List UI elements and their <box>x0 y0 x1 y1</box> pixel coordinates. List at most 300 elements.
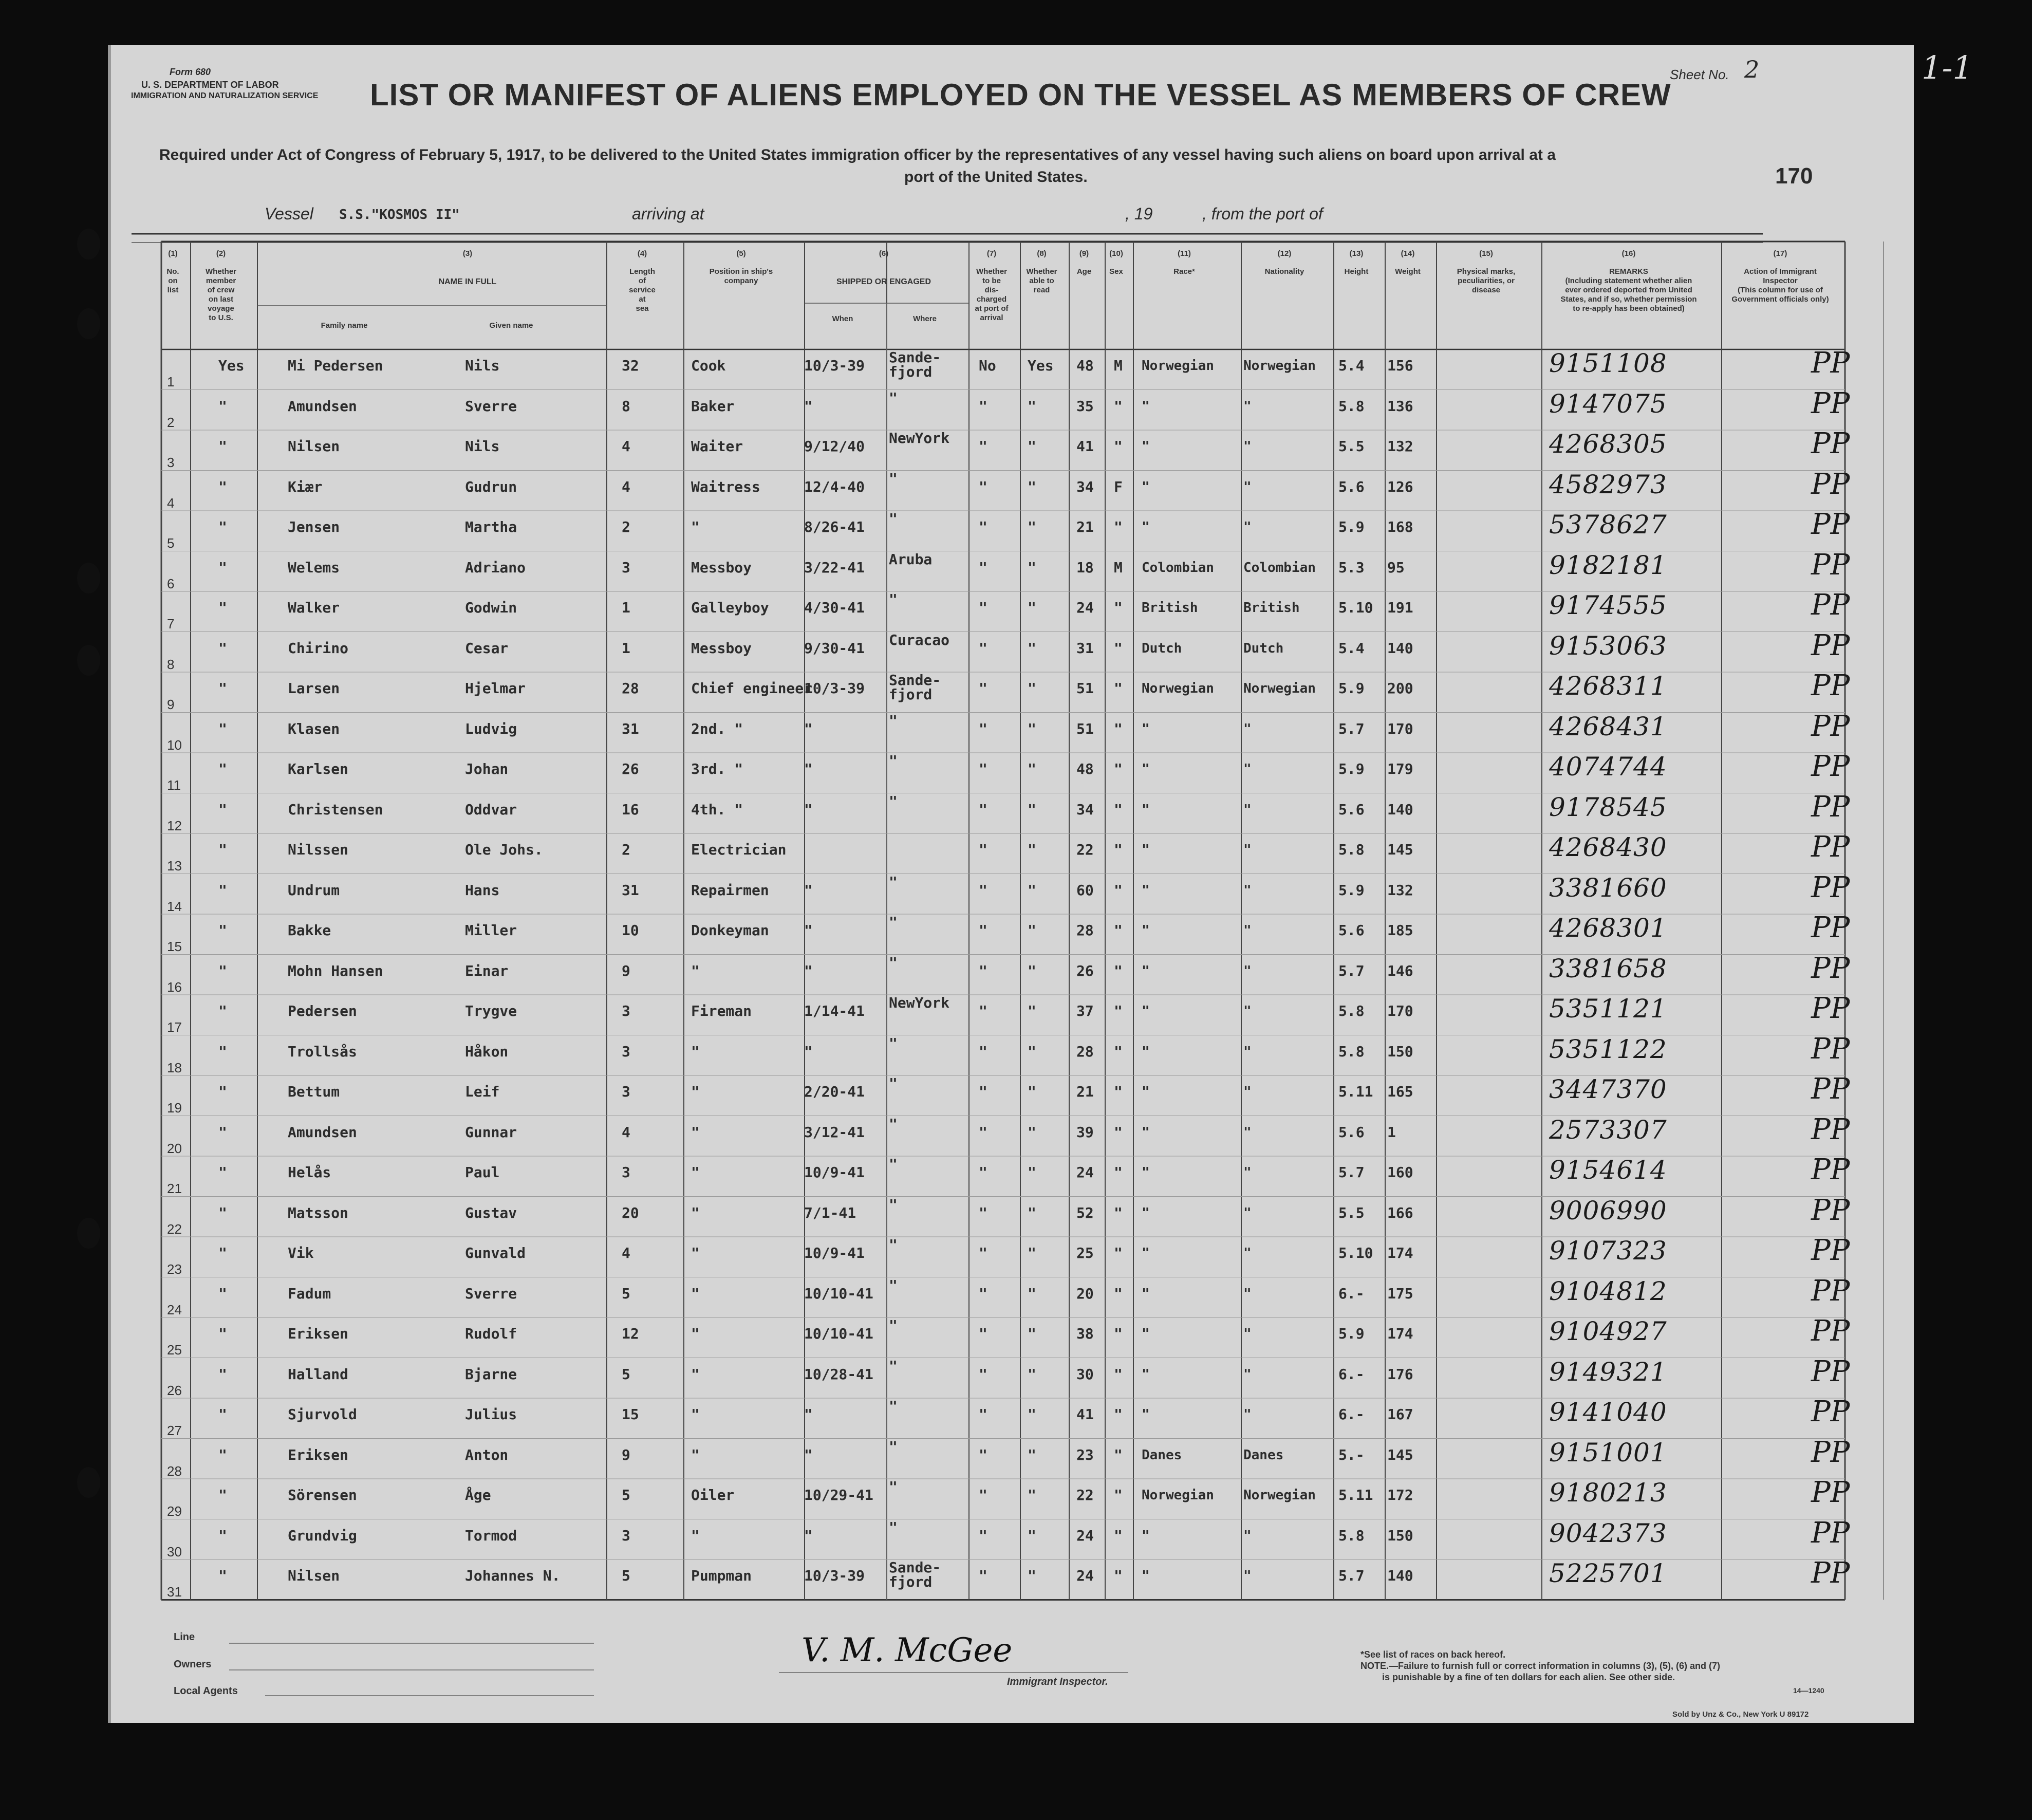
sex-cell: " <box>1114 720 1123 737</box>
nationality-cell: Norwegian <box>1243 1488 1316 1503</box>
sex-cell: " <box>1114 1325 1123 1342</box>
weight-cell: 132 <box>1387 438 1413 455</box>
race-cell: " <box>1142 519 1150 535</box>
discharged-cell: " <box>979 1245 987 1261</box>
weight-cell: 140 <box>1387 1567 1413 1584</box>
inspector-action-cell: PP <box>1811 1234 1850 1267</box>
race-cell: " <box>1142 1407 1150 1422</box>
family-name-cell: Eriksen <box>288 1325 349 1342</box>
when-shipped-cell: " <box>804 881 813 899</box>
family-name-cell: Vik <box>288 1245 314 1261</box>
where-shipped-cell: " <box>889 1236 898 1253</box>
row-number: 17 <box>167 1019 182 1035</box>
arriving-label: arriving at <box>632 205 704 223</box>
inspector-action-cell: PP <box>1811 1072 1850 1106</box>
prev-voyage-cell: " <box>218 1164 227 1181</box>
position-cell: " <box>691 1204 700 1221</box>
remarks-cell: 4582973 <box>1549 469 1667 499</box>
discharged-cell: " <box>979 1204 987 1221</box>
remarks-cell: 5351121 <box>1549 994 1667 1024</box>
prev-voyage-cell: " <box>218 478 227 495</box>
race-cell: Norwegian <box>1142 1488 1214 1503</box>
nationality-cell: " <box>1243 721 1252 737</box>
family-name-cell: Welems <box>288 559 340 576</box>
race-cell: Norwegian <box>1142 681 1214 696</box>
service-length-cell: 31 <box>622 720 639 737</box>
age-cell: 22 <box>1076 1487 1094 1503</box>
remarks-cell: 4268301 <box>1549 913 1667 943</box>
given-name-cell: Nils <box>465 438 500 455</box>
punch-hole <box>77 645 100 676</box>
age-cell: 34 <box>1076 478 1094 495</box>
able-to-read-cell: " <box>1028 1446 1036 1463</box>
when-shipped-cell: " <box>804 1446 813 1463</box>
family-name-cell: Amundsen <box>288 1123 357 1141</box>
discharged-cell: " <box>979 1406 987 1423</box>
family-name-cell: Walker <box>288 599 340 616</box>
sex-cell: " <box>1114 397 1123 415</box>
row-number: 8 <box>167 656 175 672</box>
family-name-cell: Nilssen <box>288 841 349 858</box>
when-shipped-cell: 9/12/40 <box>804 438 865 455</box>
prev-voyage-cell: " <box>218 1527 227 1544</box>
when-header: When <box>832 314 853 323</box>
age-cell: 24 <box>1076 1527 1094 1544</box>
remarks-cell: 5351122 <box>1549 1034 1667 1064</box>
position-cell: " <box>691 1285 700 1302</box>
service-length-cell: 2 <box>622 841 630 858</box>
race-cell: " <box>1142 1165 1150 1180</box>
where-shipped-cell: Curacao <box>889 631 950 648</box>
inspector-action-cell: PP <box>1811 1314 1850 1348</box>
inspector-action-cell: PP <box>1811 346 1850 380</box>
inspector-label: Immigrant Inspector. <box>1007 1676 1108 1687</box>
row-number: 19 <box>167 1100 182 1116</box>
given-name-cell: Hjelmar <box>465 680 526 697</box>
height-cell: 5.9 <box>1338 881 1365 899</box>
able-to-read-cell: " <box>1028 881 1036 899</box>
nationality-cell: " <box>1243 923 1252 938</box>
sex-cell: " <box>1114 881 1123 899</box>
punch-hole <box>77 1218 100 1249</box>
row-number: 26 <box>167 1382 182 1398</box>
sex-cell: " <box>1114 801 1123 818</box>
sex-cell: " <box>1114 1002 1123 1019</box>
where-shipped-cell: " <box>889 1156 898 1173</box>
age-cell: 30 <box>1076 1365 1094 1383</box>
column-header-length-of-service: Length of service at sea <box>629 267 656 313</box>
age-cell: 22 <box>1076 841 1094 858</box>
given-name-cell: Sverre <box>465 397 517 415</box>
inspector-signature: V. M. McGee <box>801 1631 1013 1669</box>
nationality-cell: " <box>1243 1568 1252 1584</box>
where-shipped-cell: " <box>889 1075 898 1092</box>
weight-cell: 191 <box>1387 599 1413 616</box>
column-number-nationality: (12) <box>1277 249 1292 258</box>
sex-cell: " <box>1114 1083 1123 1100</box>
family-name-cell: Chirino <box>288 639 349 657</box>
inspector-action-cell: PP <box>1811 911 1850 944</box>
column-header-action-of-inspector: Action of Immigrant Inspector (This column for use of Government officials only) <box>1731 267 1829 304</box>
height-cell: 5.7 <box>1338 1567 1365 1584</box>
remarks-cell: 9182181 <box>1549 550 1667 580</box>
discharged-cell: " <box>979 1325 987 1342</box>
race-cell: " <box>1142 1246 1150 1261</box>
row-number: 20 <box>167 1140 182 1156</box>
given-name-cell: Anton <box>465 1446 509 1463</box>
column-number-age: (9) <box>1079 249 1089 258</box>
column-number-physical-marks: (15) <box>1479 249 1493 258</box>
position-cell: " <box>691 1325 700 1342</box>
age-cell: 25 <box>1076 1245 1094 1261</box>
inspector-action-cell: PP <box>1811 628 1850 662</box>
when-shipped-cell: 8/26-41 <box>804 518 865 535</box>
weight-cell: 166 <box>1387 1204 1413 1221</box>
row-number: 7 <box>167 616 175 632</box>
height-cell: 5.8 <box>1338 1527 1365 1544</box>
able-to-read-cell: " <box>1028 397 1036 415</box>
when-shipped-cell: 10/3-39 <box>804 680 865 697</box>
inspector-action-cell: PP <box>1811 830 1850 864</box>
where-shipped-cell: " <box>889 1034 898 1052</box>
weight-cell: 168 <box>1387 518 1413 535</box>
where-shipped-cell: " <box>889 873 898 890</box>
nationality-cell: " <box>1243 802 1252 818</box>
sex-cell: " <box>1114 1245 1123 1261</box>
when-shipped-cell: 10/9-41 <box>804 1164 865 1181</box>
remarks-cell: 9006990 <box>1549 1195 1667 1225</box>
able-to-read-cell: " <box>1028 1487 1036 1503</box>
family-name-cell: Kiær <box>288 478 323 495</box>
race-cell: " <box>1142 1004 1150 1019</box>
when-shipped-cell: 3/12-41 <box>804 1123 865 1141</box>
where-shipped-cell: " <box>889 914 898 931</box>
given-name-cell: Rudolf <box>465 1325 517 1342</box>
position-cell: Cook <box>691 357 726 374</box>
row-number: 18 <box>167 1060 182 1075</box>
prev-voyage-cell: " <box>218 639 227 657</box>
weight-cell: 146 <box>1387 962 1413 979</box>
discharged-cell: " <box>979 1043 987 1060</box>
prev-voyage-cell: " <box>218 922 227 939</box>
given-name-cell: Johan <box>465 760 509 777</box>
position-cell: Electrician <box>691 841 787 858</box>
age-cell: 52 <box>1076 1204 1094 1221</box>
service-length-cell: 31 <box>622 881 639 899</box>
sex-cell: " <box>1114 1285 1123 1302</box>
nationality-cell: " <box>1243 1084 1252 1100</box>
able-to-read-cell: " <box>1028 1285 1036 1302</box>
given-name-cell: Trygve <box>465 1002 517 1019</box>
where-shipped-cell: " <box>889 1115 898 1132</box>
height-cell: 5.8 <box>1338 1002 1365 1019</box>
when-shipped-cell: " <box>804 1527 813 1544</box>
able-to-read-cell: " <box>1028 760 1036 777</box>
remarks-cell: 9104812 <box>1549 1276 1667 1306</box>
row-number: 12 <box>167 818 182 833</box>
row-number: 27 <box>167 1423 182 1438</box>
race-cell: " <box>1142 1044 1150 1060</box>
column-header-weight: Weight <box>1395 267 1421 276</box>
inspector-action-cell: PP <box>1811 1435 1850 1469</box>
department-name: U. S. DEPARTMENT OF LABOR <box>141 80 279 90</box>
row-number: 10 <box>167 737 182 753</box>
when-shipped-cell: " <box>804 720 813 737</box>
prev-voyage-cell: " <box>218 1043 227 1060</box>
service-length-cell: 4 <box>622 1245 630 1261</box>
race-cell: " <box>1142 1568 1150 1584</box>
prev-voyage-cell: " <box>218 1123 227 1141</box>
sex-cell: " <box>1114 1567 1123 1584</box>
sex-cell: M <box>1114 559 1123 576</box>
service-length-cell: 4 <box>622 478 630 495</box>
discharged-cell: No <box>979 357 996 374</box>
punch-hole <box>77 308 100 339</box>
age-cell: 34 <box>1076 801 1094 818</box>
when-shipped-cell: " <box>804 1406 813 1423</box>
column-number-sex: (10) <box>1109 249 1123 258</box>
nationality-cell: " <box>1243 762 1252 777</box>
age-cell: 24 <box>1076 1567 1094 1584</box>
inspector-action-cell: PP <box>1811 588 1850 622</box>
discharged-cell: " <box>979 1487 987 1503</box>
nationality-cell: Norwegian <box>1243 358 1316 374</box>
able-to-read-cell: " <box>1028 1245 1036 1261</box>
position-cell: " <box>691 1245 700 1261</box>
age-cell: 51 <box>1076 680 1094 697</box>
service-length-cell: 5 <box>622 1567 630 1584</box>
column-header-nationality: Nationality <box>1264 267 1304 276</box>
nationality-cell: " <box>1243 1165 1252 1180</box>
prev-voyage-cell: " <box>218 599 227 616</box>
able-to-read-cell: " <box>1028 1406 1036 1423</box>
service-length-cell: 9 <box>622 1446 630 1463</box>
given-name-cell: Oddvar <box>465 801 517 818</box>
column-header-shipped-or-engaged: SHIPPED OR ENGAGED <box>836 277 931 286</box>
row-number: 29 <box>167 1503 182 1519</box>
sex-cell: " <box>1114 599 1123 616</box>
column-header-height: Height <box>1344 267 1369 276</box>
when-shipped-cell: 10/3-39 <box>804 1567 865 1584</box>
nationality-cell: " <box>1243 519 1252 535</box>
where-shipped-cell: " <box>889 510 898 527</box>
row-number: 23 <box>167 1261 182 1277</box>
height-cell: 5.11 <box>1338 1487 1373 1503</box>
height-cell: 6.- <box>1338 1285 1365 1302</box>
race-cell: " <box>1142 1366 1150 1382</box>
age-cell: 18 <box>1076 559 1094 576</box>
race-cell: " <box>1142 963 1150 979</box>
inspector-action-cell: PP <box>1811 1476 1850 1509</box>
able-to-read-cell: " <box>1028 801 1036 818</box>
family-name-cell: Trollsås <box>288 1043 357 1060</box>
able-to-read-cell: " <box>1028 1527 1036 1544</box>
service-length-cell: 26 <box>622 760 639 777</box>
punch-hole <box>77 563 100 593</box>
inspector-action-cell: PP <box>1811 1153 1850 1186</box>
discharged-cell: " <box>979 1567 987 1584</box>
remarks-cell: 4268430 <box>1549 832 1667 862</box>
position-cell: 4th. " <box>691 801 743 818</box>
height-cell: 6.- <box>1338 1365 1365 1383</box>
column-number-action-of-inspector: (17) <box>1773 249 1787 258</box>
height-cell: 6.- <box>1338 1406 1365 1423</box>
able-to-read-cell: " <box>1028 518 1036 535</box>
remarks-cell: 9042373 <box>1549 1518 1667 1548</box>
given-name-cell: Ole Johs. <box>465 841 543 858</box>
row-number: 21 <box>167 1181 182 1196</box>
row-number: 31 <box>167 1584 182 1600</box>
when-shipped-cell: 10/29-41 <box>804 1487 873 1503</box>
where-shipped-cell: " <box>889 1196 898 1213</box>
weight-cell: 150 <box>1387 1527 1413 1544</box>
service-length-cell: 20 <box>622 1204 639 1221</box>
weight-cell: 170 <box>1387 1002 1413 1019</box>
age-cell: 20 <box>1076 1285 1094 1302</box>
given-name-cell: Einar <box>465 962 509 979</box>
family-name-cell: Nilsen <box>288 1567 340 1584</box>
race-cell: " <box>1142 802 1150 818</box>
family-name-cell: Jensen <box>288 518 340 535</box>
inspector-action-cell: PP <box>1811 750 1850 783</box>
given-name-header: Given name <box>489 321 533 330</box>
service-length-cell: 10 <box>622 922 639 939</box>
given-name-cell: Hans <box>465 881 500 899</box>
sex-cell: " <box>1114 518 1123 535</box>
able-to-read-cell: " <box>1028 559 1036 576</box>
column-number-shipped-or-engaged: (6) <box>879 249 889 258</box>
race-cell: Dutch <box>1142 640 1182 656</box>
able-to-read-cell: " <box>1028 962 1036 979</box>
race-cell: " <box>1142 439 1150 454</box>
race-cell: " <box>1142 842 1150 858</box>
weight-cell: 185 <box>1387 922 1413 939</box>
service-length-cell: 3 <box>622 1164 630 1181</box>
position-cell: " <box>691 518 700 535</box>
weight-cell: 156 <box>1387 357 1413 374</box>
age-cell: 21 <box>1076 1083 1094 1100</box>
service-length-cell: 5 <box>622 1285 630 1302</box>
remarks-cell: 9178545 <box>1549 792 1667 822</box>
sheet-label: Sheet No. <box>1670 67 1729 82</box>
discharged-cell: " <box>979 518 987 535</box>
discharged-cell: " <box>979 1164 987 1181</box>
where-shipped-cell: " <box>889 752 898 769</box>
column-number-length-of-service: (4) <box>637 249 647 258</box>
prev-voyage-cell: " <box>218 1002 227 1019</box>
column-number-able-to-read: (8) <box>1037 249 1047 258</box>
prev-voyage-cell: " <box>218 801 227 818</box>
row-number: 3 <box>167 455 175 470</box>
height-cell: 5.5 <box>1338 438 1365 455</box>
where-header: Where <box>913 314 937 323</box>
form-number: Form 680 <box>170 67 211 77</box>
height-cell: 5.7 <box>1338 720 1365 737</box>
able-to-read-cell: " <box>1028 639 1036 657</box>
sex-cell: " <box>1114 1527 1123 1544</box>
service-length-cell: 3 <box>622 1527 630 1544</box>
able-to-read-cell: " <box>1028 1123 1036 1141</box>
weight-cell: 160 <box>1387 1164 1413 1181</box>
inspector-action-cell: PP <box>1811 1032 1850 1066</box>
nationality-cell: " <box>1243 1124 1252 1140</box>
where-shipped-cell: NewYork <box>889 430 950 447</box>
discharged-cell: " <box>979 841 987 858</box>
where-shipped-cell: " <box>889 1357 898 1375</box>
nationality-cell: British <box>1243 600 1300 616</box>
able-to-read-cell: " <box>1028 1365 1036 1383</box>
inspector-action-cell: PP <box>1811 709 1850 743</box>
position-cell: 2nd. " <box>691 720 743 737</box>
inspector-action-cell: PP <box>1811 1354 1850 1388</box>
remarks-cell: 9154614 <box>1549 1155 1667 1185</box>
sex-cell: " <box>1114 1204 1123 1221</box>
column-header-race: Race* <box>1173 267 1195 276</box>
column-header-able-to-read: Whether able to read <box>1026 267 1057 294</box>
age-cell: 37 <box>1076 1002 1094 1019</box>
when-shipped-cell: 4/30-41 <box>804 599 865 616</box>
seller-note: Sold by Unz & Co., New York U 89172 <box>1672 1710 1809 1719</box>
prev-voyage-cell: " <box>218 438 227 455</box>
when-shipped-cell: 3/22-41 <box>804 559 865 576</box>
height-cell: 5.7 <box>1338 962 1365 979</box>
given-name-cell: Sverre <box>465 1285 517 1302</box>
column-number-prev-voyage: (2) <box>216 249 226 258</box>
where-shipped-cell: " <box>889 470 898 487</box>
weight-cell: 165 <box>1387 1083 1413 1100</box>
prev-voyage-cell: " <box>218 1406 227 1423</box>
where-shipped-cell: " <box>889 591 898 608</box>
column-number-name-in-full: (3) <box>462 249 473 258</box>
family-name-cell: Grundvig <box>288 1527 357 1544</box>
prev-voyage-cell: " <box>218 760 227 777</box>
age-cell: 41 <box>1076 1406 1094 1423</box>
row-number: 1 <box>167 374 175 389</box>
when-shipped-cell: 10/28-41 <box>804 1365 873 1383</box>
position-cell: Waitress <box>691 478 760 495</box>
when-shipped-cell: 10/10-41 <box>804 1325 873 1342</box>
discharged-cell: " <box>979 639 987 657</box>
family-name-cell: Christensen <box>288 801 383 818</box>
weight-cell: 1 <box>1387 1123 1396 1141</box>
column-header-name-in-full: NAME IN FULL <box>438 277 497 286</box>
nationality-cell: " <box>1243 1366 1252 1382</box>
family-name-cell: Sjurvold <box>288 1406 357 1423</box>
race-cell: " <box>1142 762 1150 777</box>
position-cell: " <box>691 1365 700 1383</box>
nationality-cell: Danes <box>1243 1447 1284 1463</box>
discharged-cell: " <box>979 680 987 697</box>
column-header-position: Position in ship's company <box>709 267 773 285</box>
age-cell: 21 <box>1076 518 1094 535</box>
family-name-header: Family name <box>321 321 368 330</box>
column-number-height: (13) <box>1349 249 1364 258</box>
when-shipped-cell: " <box>804 801 813 818</box>
nationality-cell: " <box>1243 1205 1252 1221</box>
remarks-cell: 4268431 <box>1549 711 1667 741</box>
when-shipped-cell: 1/14-41 <box>804 1002 865 1019</box>
remarks-cell: 4074744 <box>1549 752 1667 782</box>
inspector-action-cell: PP <box>1811 1556 1850 1590</box>
service-length-cell: 3 <box>622 1043 630 1060</box>
service-length-cell: 15 <box>622 1406 639 1423</box>
position-cell: Fireman <box>691 1002 752 1019</box>
discharged-cell: " <box>979 1002 987 1019</box>
prev-voyage-cell: " <box>218 397 227 415</box>
prev-voyage-cell: " <box>218 1446 227 1463</box>
column-header-discharged: Whether to be dis- charged at port of arrival <box>975 267 1009 322</box>
height-cell: 5.8 <box>1338 397 1365 415</box>
